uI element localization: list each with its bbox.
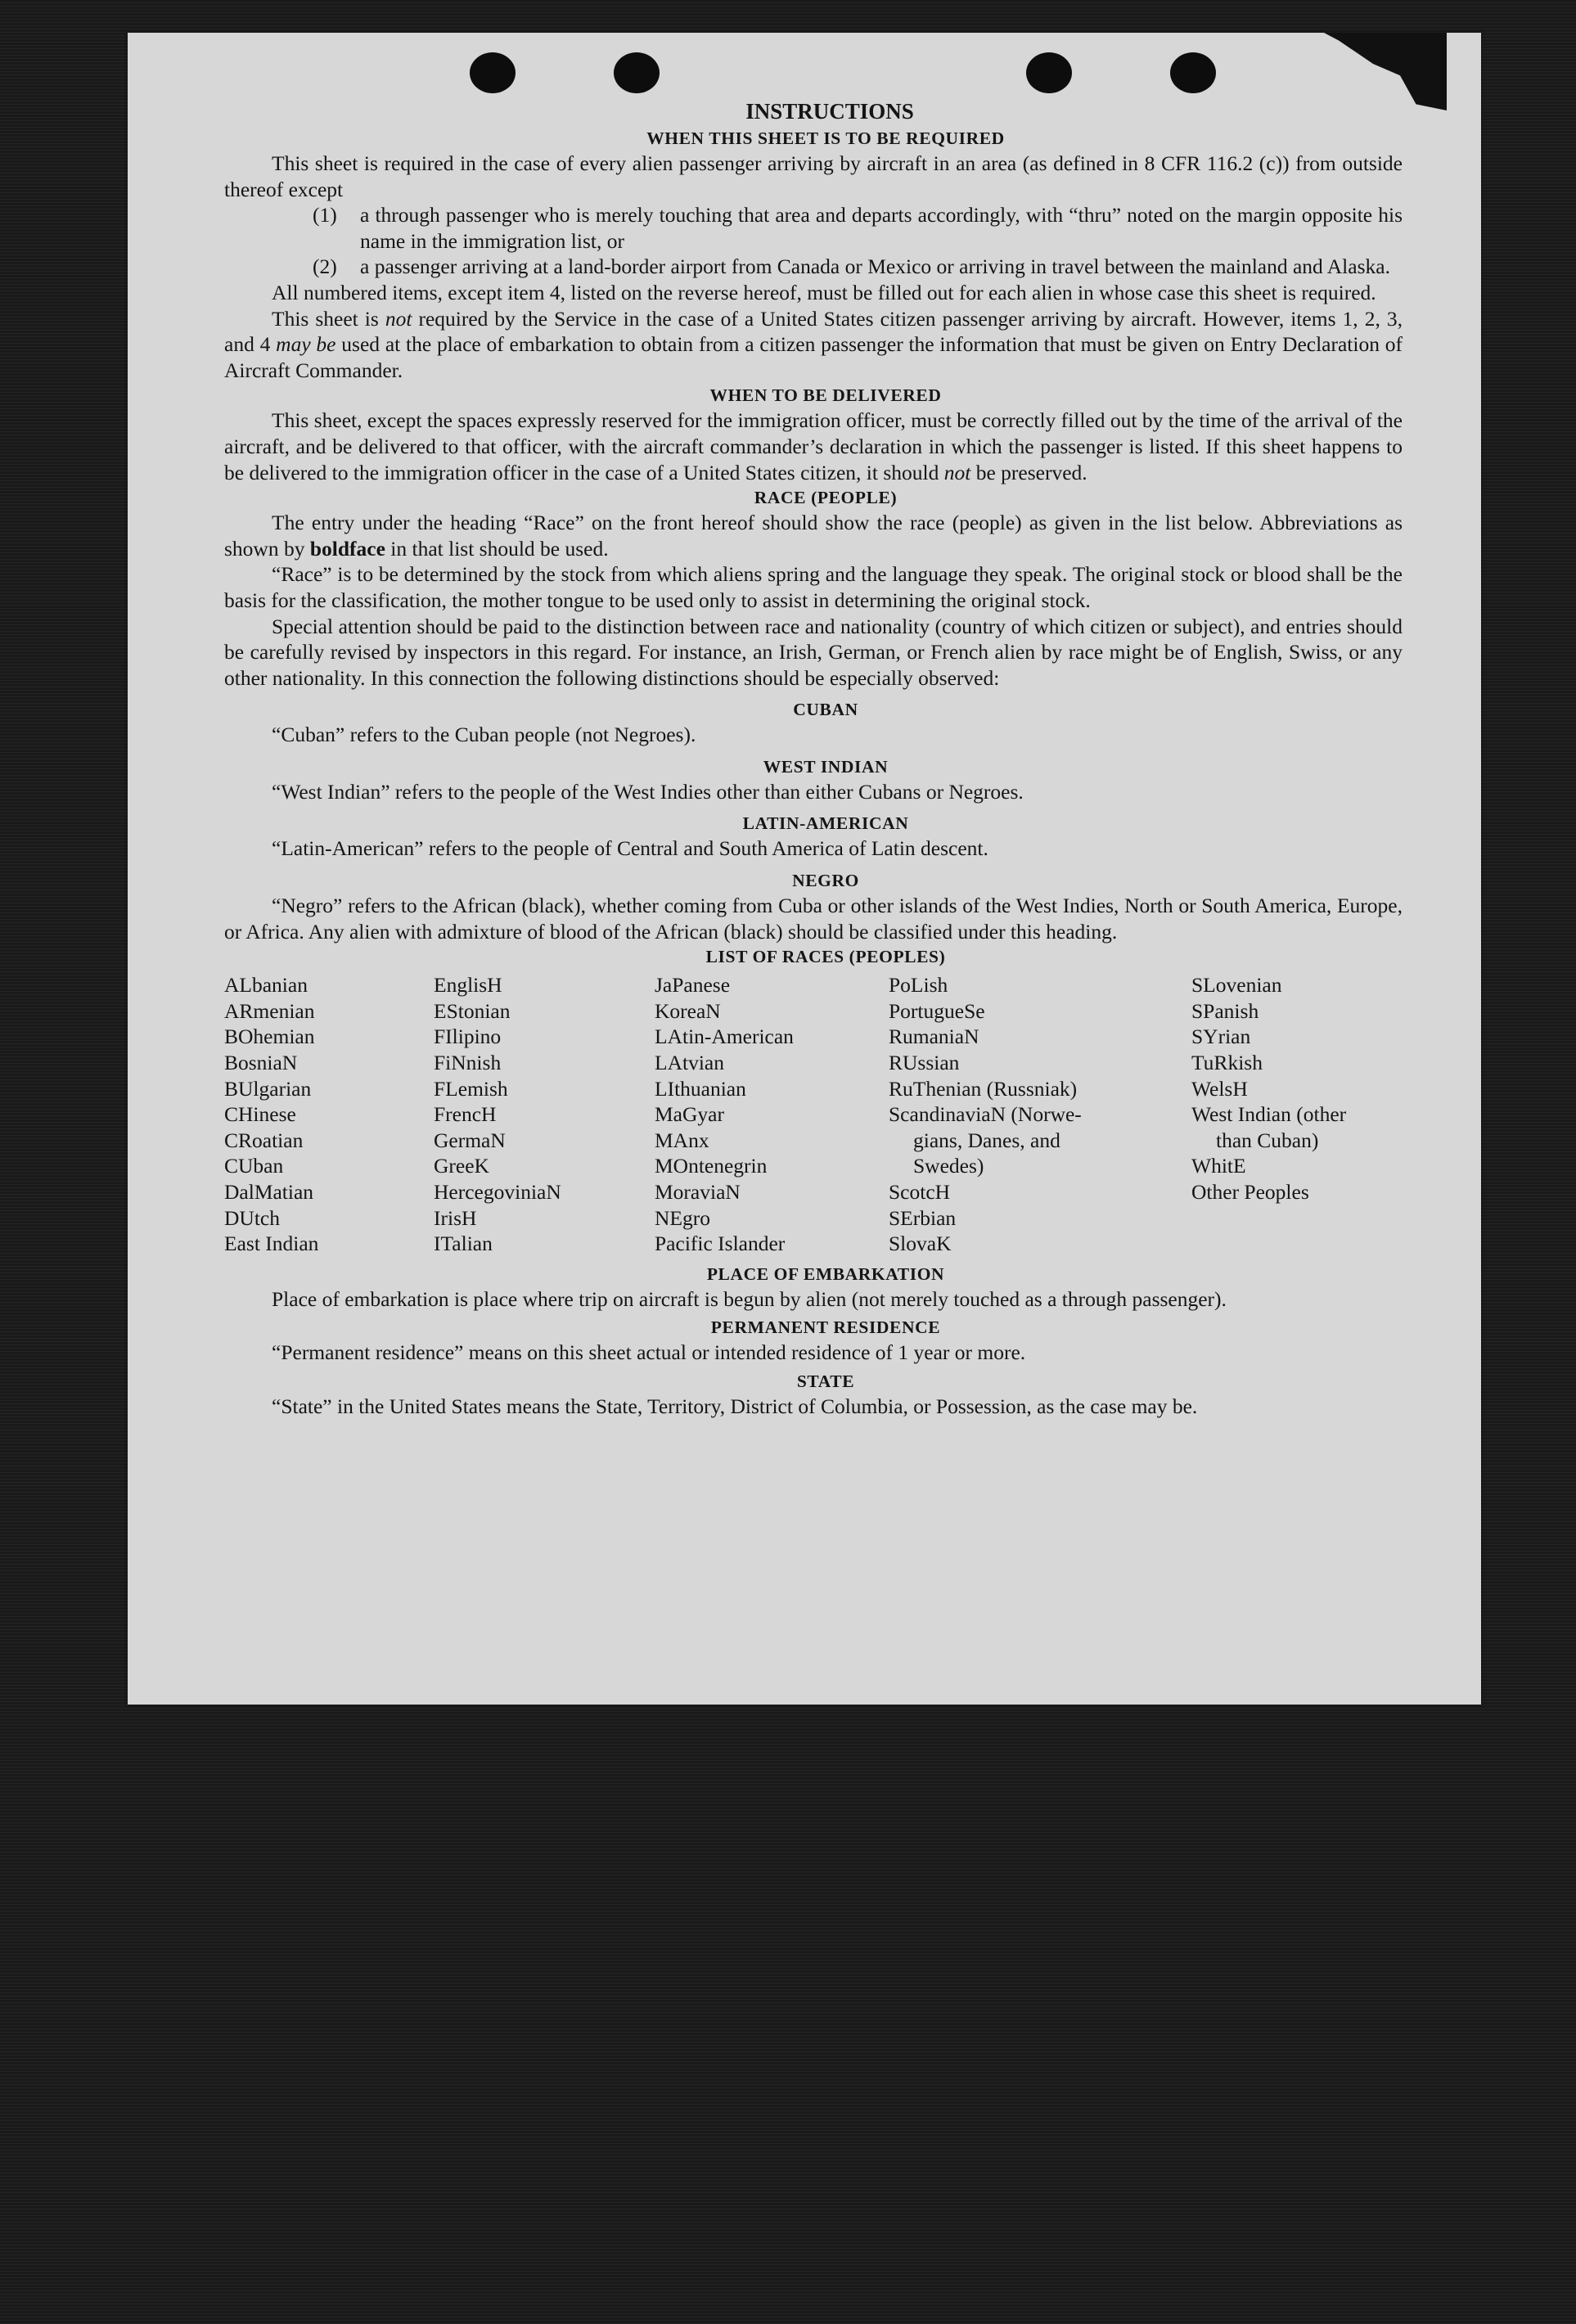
italic-text: not	[943, 460, 971, 484]
race-list-item: gians, Danes, and	[913, 1128, 1060, 1152]
race-column	[889, 972, 1191, 1257]
race-list-item: FLemish	[434, 1076, 508, 1101]
race-list-item: IrisH	[434, 1205, 477, 1230]
race-list-item: NEgro	[655, 1205, 710, 1230]
paragraph: “Permanent residence” means on this sheet actual or intended residence of 1 year or more.	[272, 1340, 1026, 1365]
race-list-item: DUtch	[224, 1205, 280, 1230]
race-list-item: BOhemian	[224, 1025, 315, 1049]
race-list-item: ScandinaviaN (Norwe-	[889, 1102, 1082, 1127]
race-list-item: LAtvian	[655, 1051, 724, 1075]
race-list-item: RuThenian (Russniak)	[889, 1076, 1078, 1101]
section-heading-cuban: CUBAN	[793, 700, 858, 720]
race-list-item: GreeK	[434, 1154, 489, 1178]
race-list-item: PoLish	[889, 973, 948, 998]
race-list-item: RUssian	[889, 1051, 960, 1075]
race-list-item: EnglisH	[434, 973, 502, 998]
race-list-item: HercegoviniaN	[434, 1180, 561, 1204]
race-list-item: SLovenian	[1191, 973, 1282, 998]
race-list-item: BosniaN	[224, 1051, 298, 1075]
punch-hole	[1026, 52, 1072, 93]
race-column	[1191, 972, 1403, 1257]
race-list-item: FrencH	[434, 1102, 497, 1127]
race-list-item: RumaniaN	[889, 1025, 979, 1049]
paragraph: “Race” is to be determined by the stock from which aliens spring and the language they speak. The original stock or blood shall be the basis for the classification, the mother tongue to be used only to assist in determining the original stock.	[224, 562, 1403, 612]
race-list-item: LIthuanian	[655, 1076, 746, 1101]
paragraph: Special attention should be paid to the distinction between race and nationality (country of which citizen or subject), and entries should be carefully revised by inspectors in this regard. For instance, an Irish, German, or French alien by race might be of English, Swiss, or any other nationality. In this connection the following distinctions should be especially observed:	[224, 614, 1403, 690]
item-number: (1)	[313, 203, 337, 227]
race-list-item: KoreaN	[655, 998, 721, 1023]
race-list-item: MAnx	[655, 1128, 709, 1152]
race-list-item: WelsH	[1191, 1076, 1248, 1101]
race-column	[224, 972, 434, 1257]
italic-text: not	[385, 306, 412, 331]
item-text: a passenger arriving at a land-border airport from Canada or Mexico or arriving in travel between the mainland and Alaska.	[360, 254, 1390, 279]
punch-hole	[1170, 52, 1216, 93]
race-list-item: WhitE	[1191, 1154, 1246, 1178]
section-heading-when-required: WHEN THIS SHEET IS TO BE REQUIRED	[646, 128, 1005, 148]
text-span: in that list should be used.	[385, 536, 609, 561]
punch-hole	[614, 52, 660, 93]
text-span: This sheet is	[272, 306, 385, 331]
section-heading-when-delivered: WHEN TO BE DELIVERED	[709, 385, 942, 406]
document-sheet	[128, 33, 1481, 1705]
section-heading-race: RACE (PEOPLE)	[754, 488, 898, 508]
section-heading-latin-american: LATIN-AMERICAN	[742, 813, 909, 834]
race-list-item: than Cuban)	[1216, 1128, 1319, 1152]
race-list-item: MoraviaN	[655, 1180, 741, 1204]
text-span: This sheet, except the spaces expressly reserved for the immigration officer, must be correctly filled out by the time of the arrival of the aircraft, and be delivered to that officer, with the aircraft commander’s declaration in which the passenger is listed. If this sheet happens to be delivered to the immigration officer in the case of a United States citizen, it should	[224, 408, 1403, 484]
race-list-item: CHinese	[224, 1102, 296, 1127]
paragraph: “State” in the United States means the State, Territory, District of Columbia, or Possession, as the case may be.	[272, 1394, 1198, 1418]
list-item	[313, 202, 1403, 254]
text-span: be preserved.	[970, 460, 1087, 484]
race-list-item: MOntenegrin	[655, 1154, 768, 1178]
paragraph: “Negro” refers to the African (black), whether coming from Cuba or other islands of the West Indies, North or South America, Europe, or Africa. Any alien with admixture of blood of the African (black) should be classified under this heading.	[224, 894, 1403, 944]
race-list-item: GermaN	[434, 1128, 506, 1152]
paragraph	[224, 510, 1403, 561]
punch-hole	[470, 52, 516, 93]
race-list-item: DalMatian	[224, 1180, 314, 1204]
race-list-item: Other Peoples	[1191, 1180, 1309, 1204]
paragraph: This sheet is required in the case of every alien passenger arriving by aircraft in an area (as defined in 8 CFR 116.2 (c)) from outside thereof except	[224, 151, 1403, 201]
bold-text: boldface	[309, 536, 385, 561]
race-list-item: PortugueSe	[889, 998, 985, 1023]
list-item	[313, 254, 1403, 280]
text-span: used at the place of embarkation to obtain from a citizen passenger the information that must be given on Entry Declaration of Aircraft Commander.	[224, 332, 1403, 382]
race-list-item: SPanish	[1191, 998, 1259, 1023]
race-list-item: SYrian	[1191, 1025, 1251, 1049]
item-number: (2)	[313, 254, 337, 279]
race-list-item: ScotcH	[889, 1180, 951, 1204]
race-list-item: TuRkish	[1191, 1051, 1263, 1075]
section-heading-negro: NEGRO	[792, 871, 859, 891]
section-heading-permanent-residence: PERMANENT RESIDENCE	[710, 1317, 941, 1338]
race-list-item: CUban	[224, 1154, 284, 1178]
race-list-item: CRoatian	[224, 1128, 304, 1152]
text-span: required by the Service in the case of a United States citizen passenger arriving by aircraft. However, items 1, 2, 3, and 4	[224, 306, 1403, 357]
race-list-item: JaPanese	[655, 973, 731, 998]
instructions-content	[224, 97, 1403, 1420]
paragraph: “Cuban” refers to the Cuban people (not Negroes).	[272, 723, 696, 747]
paragraph: Place of embarkation is place where trip on aircraft is begun by alien (not merely touched as a through passenger).	[272, 1286, 1227, 1311]
section-heading-west-indian: WEST INDIAN	[763, 756, 889, 777]
section-heading-state: STATE	[796, 1371, 855, 1391]
race-list-item: East Indian	[224, 1232, 319, 1256]
race-list-item: Pacific Islander	[655, 1232, 786, 1256]
text-span: The entry under the heading “Race” on the front hereof should show the race (people) as given in the list below. Abbreviations as shown by	[224, 511, 1403, 561]
race-list	[224, 972, 1403, 1257]
race-list-item: ALbanian	[224, 973, 308, 998]
race-list-item: BUlgarian	[224, 1076, 312, 1101]
race-column	[434, 972, 655, 1257]
section-heading-embarkation: PLACE OF EMBARKATION	[706, 1263, 945, 1284]
race-list-item: SErbian	[889, 1205, 957, 1230]
race-list-item: FiNnish	[434, 1051, 502, 1075]
paragraph: “West Indian” refers to the people of the West Indies other than either Cubans or Negroes.	[272, 779, 1024, 804]
race-list-item: West Indian (other	[1191, 1102, 1347, 1127]
section-heading-list-of-races: LIST OF RACES (PEOPLES)	[705, 947, 946, 967]
paragraph: All numbered items, except item 4, listed on the reverse hereof, must be filled out for each alien in whose case this sheet is required.	[272, 280, 1376, 304]
race-list-item: EStonian	[434, 998, 511, 1023]
italic-text: may be	[276, 332, 336, 357]
paragraph	[224, 306, 1403, 384]
race-column	[655, 972, 889, 1257]
race-list-item: FIlipino	[434, 1025, 502, 1049]
paragraph: “Latin-American” refers to the people of Central and South America of Latin descent.	[272, 836, 988, 861]
race-list-item: ITalian	[434, 1232, 493, 1256]
race-list-item: LAtin-American	[655, 1025, 794, 1049]
race-list-item: Swedes)	[913, 1154, 984, 1178]
race-list-item: MaGyar	[655, 1102, 724, 1127]
paragraph	[224, 408, 1403, 485]
race-list-item: SlovaK	[889, 1232, 952, 1256]
item-text: a through passenger who is merely touching that area and departs accordingly, with “thru” noted on the margin opposite his name in the immigration list, or	[360, 203, 1403, 253]
race-list-item: ARmenian	[224, 998, 315, 1023]
page-title: INSTRUCTIONS	[745, 99, 914, 124]
